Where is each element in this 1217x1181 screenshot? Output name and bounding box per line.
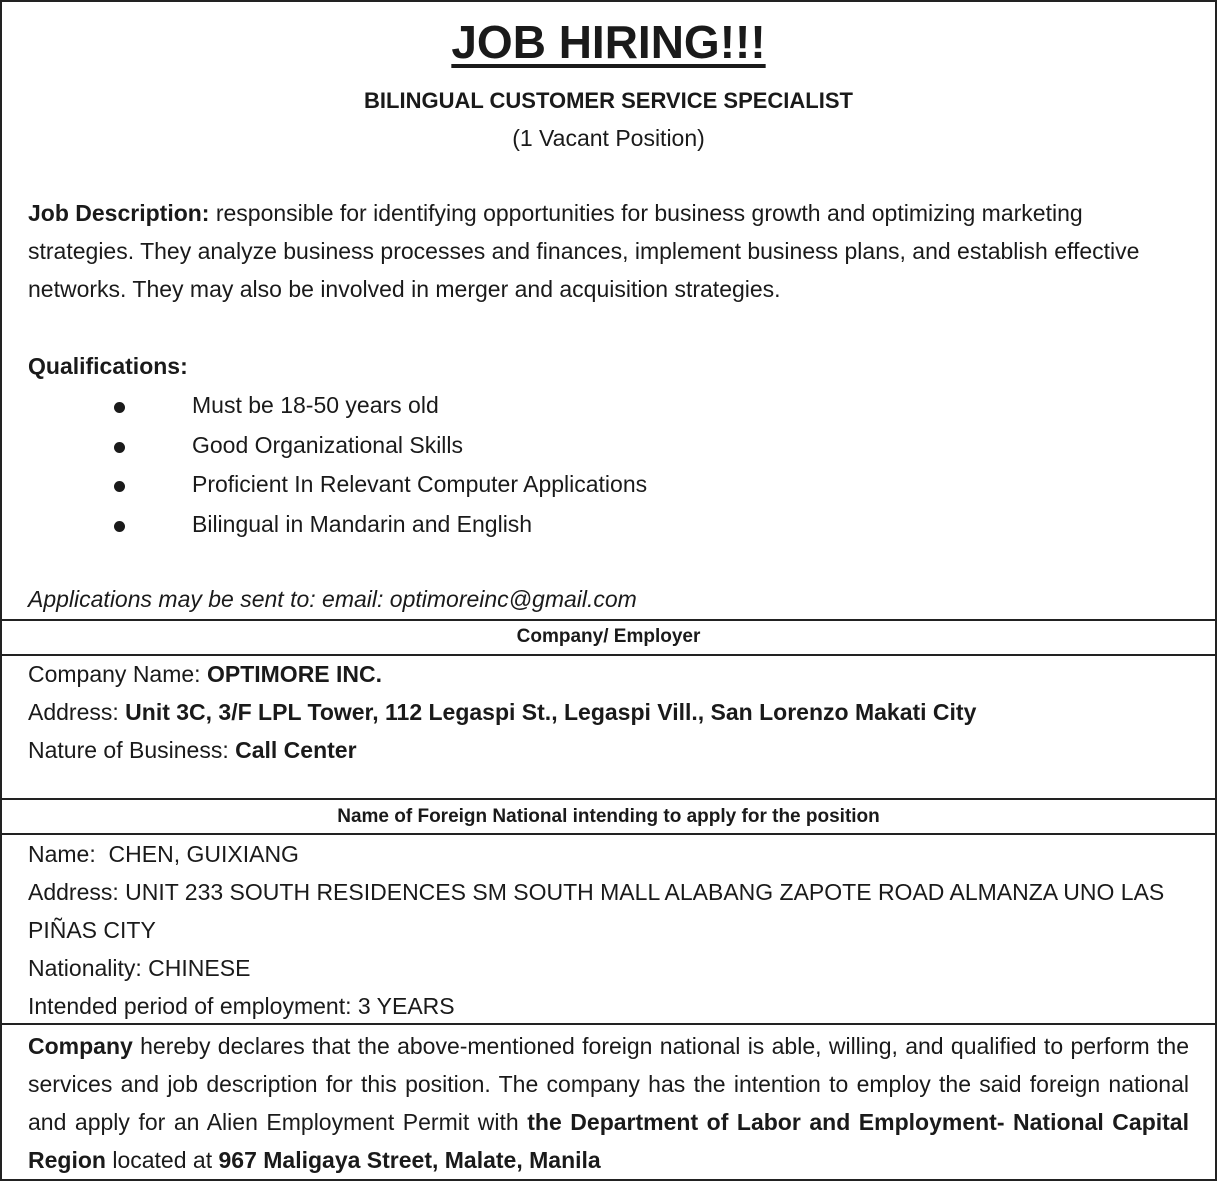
job-description	[28, 194, 1189, 308]
bullet-icon	[114, 481, 125, 492]
company-name: OPTIMORE INC.	[206, 661, 383, 687]
job-description-label: Job Description:	[28, 200, 210, 226]
employment-period: 3 YEARS	[357, 993, 455, 1019]
employment-period-row: Intended period of employment: 3 YEARS	[28, 993, 455, 1019]
foreign-national-heading: Name of Foreign National intending to apply for the position	[337, 806, 880, 827]
applicant-address: UNIT 233 SOUTH RESIDENCES SM SOUTH MALL ALABANG ZAPOTE ROAD ALMANZA UNO LAS PIÑAS CITY	[28, 879, 1165, 943]
bullet-icon	[114, 402, 125, 413]
divider	[2, 1023, 1215, 1025]
company-address-row: Address: Unit 3C, 3/F LPL Tower, 112 Legaspi St., Legaspi Vill., San Lorenzo Makati City	[28, 699, 977, 725]
job-description-text: responsible for identifying opportunities for business growth and optimizing marketing strategies. They analyze business processes and finances, implement business plans, and establish effective networks. They may also be involved in merger and acquisition strategies.	[28, 200, 1140, 302]
divider	[2, 619, 1215, 621]
qualification-item: Bilingual in Mandarin and English	[110, 505, 647, 545]
company-section-heading: Company/ Employer	[516, 626, 701, 647]
company-declaration: Company hereby declares that the above-mentioned foreign national is able, willing, and qualified to perform the services and job description for this position. The company has the intention to employ the said foreign national and apply for an Alien Employment Permit with the Department of Labor and Employment- National Capital Region located at 967 Maligaya Street, Malate, Manila	[28, 1033, 1189, 1173]
nationality: CHINESE	[148, 955, 251, 981]
qualifications-heading: Qualifications:	[28, 353, 188, 379]
applicant-name-row: Name: CHEN, GUIXIANG	[28, 841, 299, 867]
position-title: BILINGUAL CUSTOMER SERVICE SPECIALIST	[364, 88, 853, 113]
qualification-item: Good Organizational Skills	[110, 426, 647, 466]
applicant-name: CHEN, GUIXIANG	[108, 841, 299, 867]
company-address: Unit 3C, 3/F LPL Tower, 112 Legaspi St., Legaspi Vill., San Lorenzo Makati City	[125, 699, 977, 725]
divider	[2, 798, 1215, 800]
bullet-icon	[114, 521, 125, 532]
applicant-address-row: Address: UNIT 233 SOUTH RESIDENCES SM SOUTH MALL ALABANG ZAPOTE ROAD ALMANZA UNO LAS PIÑAS CITY	[28, 879, 1165, 943]
qualifications-list	[110, 386, 647, 544]
agency-name: the Department of Labor and Employment- National Capital Region	[28, 1109, 1189, 1173]
qualification-item: Must be 18-50 years old	[110, 386, 647, 426]
company-name-row: Company Name: OPTIMORE INC.	[28, 661, 383, 687]
agency-address: 967 Maligaya Street, Malate, Manila	[218, 1147, 601, 1173]
business-nature: Call Center	[235, 737, 357, 763]
business-nature-row: Nature of Business: Call Center	[28, 737, 357, 763]
vacancy-count: (1 Vacant Position)	[512, 125, 705, 151]
page-title: JOB HIRING!!!	[451, 16, 766, 68]
qualification-item: Proficient In Relevant Computer Applications	[110, 465, 647, 505]
bullet-icon	[114, 442, 125, 453]
nationality-row: Nationality: CHINESE	[28, 955, 251, 981]
application-instructions: Applications may be sent to: email: optimoreinc@gmail.com	[28, 586, 637, 612]
